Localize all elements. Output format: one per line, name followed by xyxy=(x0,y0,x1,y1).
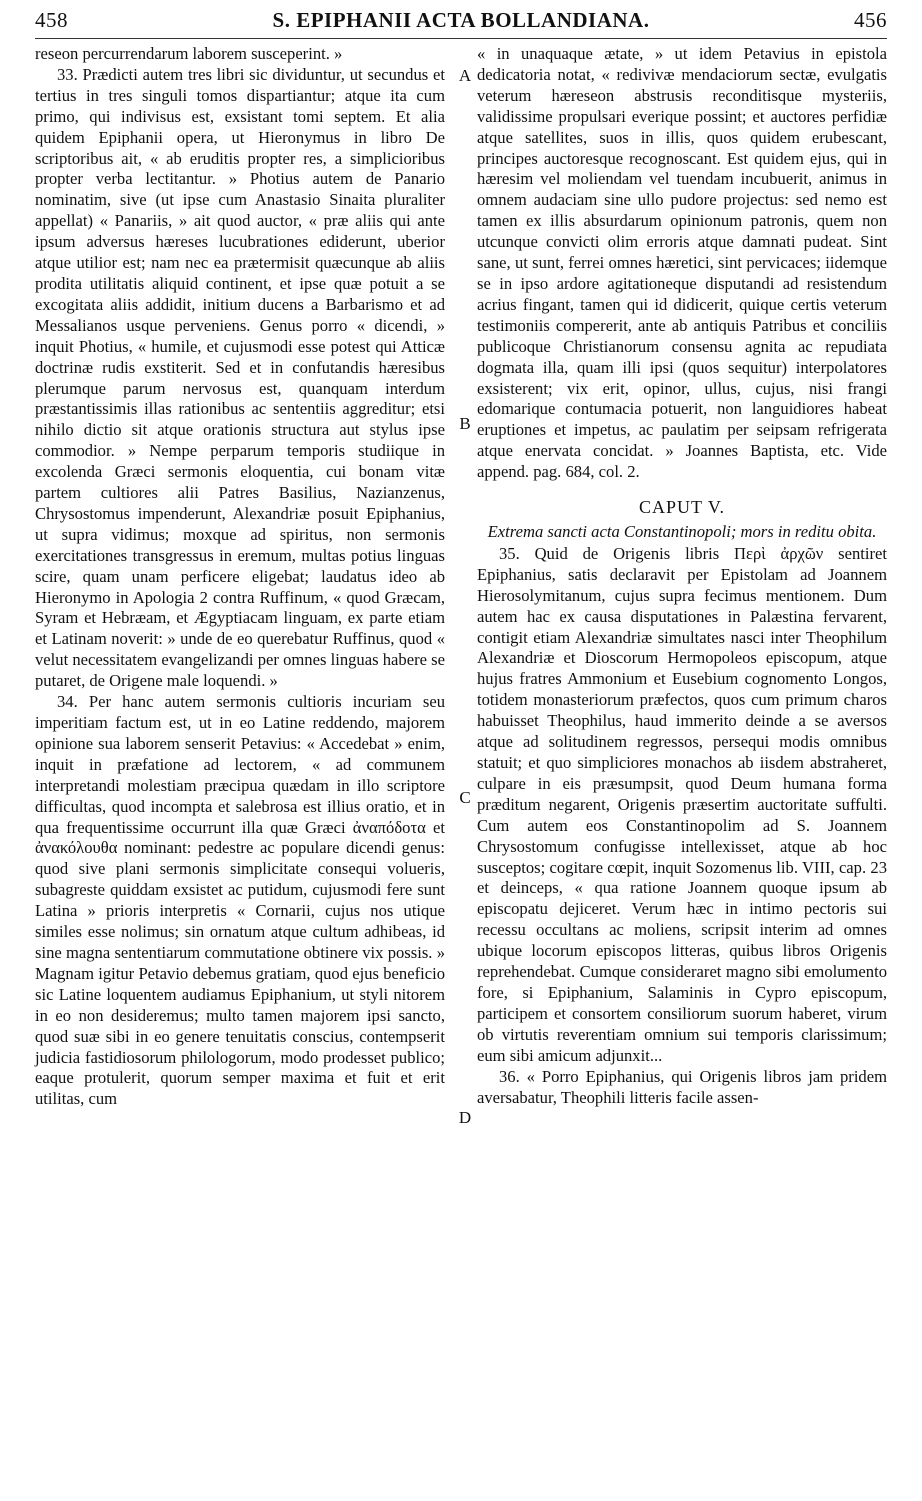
page-number-left: 458 xyxy=(35,8,68,32)
page-header xyxy=(35,8,887,38)
paragraph: 35. Quid de Origenis libris Περὶ ἀρχῶν sentiret Epiphanius, satis declaravit per Epistolam ad Joannem Hierosolymitanum, cujus supra fecimus mentionem. Dum autem hac ex causa disputationes in Palæstina fervarent, contigit etiam Alexandriæ simultates nasci inter Theophilum Alexandriæ et Dioscorum Hermopoleos episcopum, atque hujus fratres Ammonium et Eusebium cognomento Longos, totidem monasteriorum præfectos, quos cum primum charos habuisset Theophilus, haud immerito deinde a se aversos atque ad solitudinem regressos, persequi modis omnibus statuit; et quo simpliciores monachos ab iisdem abstraheret, culpare in eis præsumpsit, quod Deum humana forma præditum negarent, Origenis præsertim auctoritate suffulti. Cum autem eos Constantinopolim ad S. Joannem Chrysostomum confugisse intellexisset, atque ab hoc susceptos; cogitare cœpit, inquit Sozomenus lib. VIII, cap. 23 et deinceps, « qua ratione Joannem quoque ipsum ab episcopatu dejiceret. Verum hæc in intimo pectoris sui recessu occultans ac moliens, scripsit interim ad omnes ubique locorum episcopos litteras, quibus libros Origenis reprehendebat. Cumque consideraret magno sibi emolumento fore, si Epiphanium, Salaminis in Cypro episcopum, participem et consortem consiliorum suorum haberet, virum ob virtutis reverentiam omnium sui temporis clarissimum; eum sibi amicum adjunxit... xyxy=(477,543,887,1065)
margin-letter-c: C xyxy=(459,788,471,807)
continued-paragraph: reseon percurrendarum laborem susceperint. » xyxy=(35,44,343,63)
paragraph: 34. Per hanc autem sermonis cultioris incuriam seu imperitiam factum est, ut in eo Latine reddendo, majorem opinione sua laborem senserit Petavius: « Accedebat » enim, inquit in præfatione ad lectorem, « ad communem interpretandi molestiam præcipua quædam in illo scriptore difficultas, quod incompta et salebrosa est illius oratio, et in qua frequentissime occurrunt illa quæ Græci ἀναπόδοτα et ἀνακόλουθα nominant: pedestre ac populare dicendi genus: quod sive plani sermonis simplicitate consequi volueris, subagreste quiddam exsistet ac putidum, cujusmodi fere sunt Latina » prioris interpretis « Cornarii, cujus nos utique similes esse nolimus; sin ornatum atque cultum adhibeas, id sine magna sententiarum commutatione obtinere vix possis. » Magnam igitur Petavio debemus gratiam, quod ejus beneficio sic Latine loquentem audiamus Epiphanium, ut styli nitorem in eo non desideremus; multo tamen majorem ipsi sancto, quod suæ sibi in eo genere tenuitatis conscius, contempserit judicia fastidiosorum philologorum, modo prodesset publico; eaque protulerit, quorum semper maxima et fuit et erit utilitas, cum xyxy=(35,692,445,1109)
continued-paragraph: « in unaquaque ætate, » ut idem Petavius in epistola dedicatoria notat, « redivivæ mendaciorum sectæ, evulgatis veterum hæreseon abstrusis reconditisque mysteriis, validissime propulsari everique possint; et auctores perfidiæ atque satellites, suos in illis, quos quidem erubescant, principes auctoresque recognoscant. Est quidem ejus, qui in hæresim vel moliendam vel tuendam incubuerit, animus in omnem audaciam sine ullo pudore projectus: sed nemo est tamen ex illis absurdarum opinionum patronis, quem non utcunque convicti olim erroris atque damnati pudeat. Sint sane, ut sunt, ferrei omnes hæretici, sint pervicaces; iidemque se in ipso ardore agitationeque disputandi ad resistendum acrius fingant, tamen qui id didicerit, quique certis veterum testimoniis compererit, ante ab antiquis Patribus et conciliis publicoque Christianorum consensu agnita ac repudiata dogmata illa, quam illi ipsi (quos sequitur) interpolatores exsisterent; vix erit, opinor, ullus, cujus, nisi frangi edomarique contumacia potuerit, non languidiores habeat eruptiones et impetus, ac paulatim per seipsam refrigerata atque enervata concidat. » Joannes Baptista, etc. Vide append. pag. 684, col. 2. xyxy=(477,44,887,482)
right-column-bottom xyxy=(477,544,887,1108)
right-column-top xyxy=(477,44,887,483)
header-rule xyxy=(35,38,887,39)
paragraph: 36. « Porro Epiphanius, qui Origenis libros jam pridem aversabatur, Theophili litteris facile assen- xyxy=(477,1066,887,1107)
left-column xyxy=(35,44,445,1110)
margin-letter-b: B xyxy=(459,414,471,433)
paragraph: 33. Prædicti autem tres libri sic dividuntur, ut secundus et tertius in tres singuli tomos dispartiantur; atque ita cum primo, qui indivisus est, exsistant tomi septem. Et alia quidem Epiphanii opera, ut Hieronymus in libro De scriptoribus ait, « ab eruditis propter res, a simplicioribus propter verba lectitantur. » Photius autem de Panario nominatim, sive (ut ipse cum Anastasio Sinaita pluraliter appellat) « Panariis, » ait quod auctor, « præ aliis qui ante ipsum adversus hæreses lucubrationes ediderunt, uberior atque utilior est; nam nec ea prætermisit quæcunque ab aliis prodita utilitatis aliquid continent, et ipse quæ potuit a se excogitata aliis addidit, initium ducens a Barbarismo et ad Messalianos usque perveniens. Genus porro « dicendi, » inquit Photius, « humile, et cujusmodi esse potest qui Atticæ doctrinæ rudis exstiterit. Sed et in confutandis hæresibus plerumque parum nervosus est, quanquam interdum præstantissimis illas rationibus ac sententiis aggreditur; etsi nihilo dictio sit atque orationis structura aut stylus ipse commodior. » Nempe perparum temporis studiique in excolenda Græci sermonis eloquentia, cui bonam vitæ partem cultiores alii Patres Basilius, Nazianzenus, Chrysostomus impenderunt, Alexandriæ posuit Epiphanius, ut supra vidimus; moxque ad spiritus, non sermonis exercitationes transgressus in eremum, multas potius linguas scire, quam unam perficere eligebat; laudatus ideo ab Hieronymo in Apologia 2 contra Ruffinum, « quod Græcam, Syram et Hebræam, et Ægyptiacam linguam, ex parte etiam et Latinam noverit: » unde de eo querebatur Ruffinus, quod « velut necessitatem evangelizandi per omnes linguas habere se putaret, de Origene male loquendi. » xyxy=(35,64,445,691)
margin-letter-a: A xyxy=(458,66,472,85)
chapter-subtitle: Extrema sancti acta Constantinopoli; mors in reditu obita. xyxy=(487,521,877,541)
running-title: S. EPIPHANII ACTA BOLLANDIANA. xyxy=(272,8,650,32)
right-column xyxy=(477,44,887,1108)
margin-letter-d: D xyxy=(458,1108,472,1127)
page-number-right: 456 xyxy=(854,8,887,32)
chapter-heading: CAPUT V. xyxy=(638,497,726,518)
